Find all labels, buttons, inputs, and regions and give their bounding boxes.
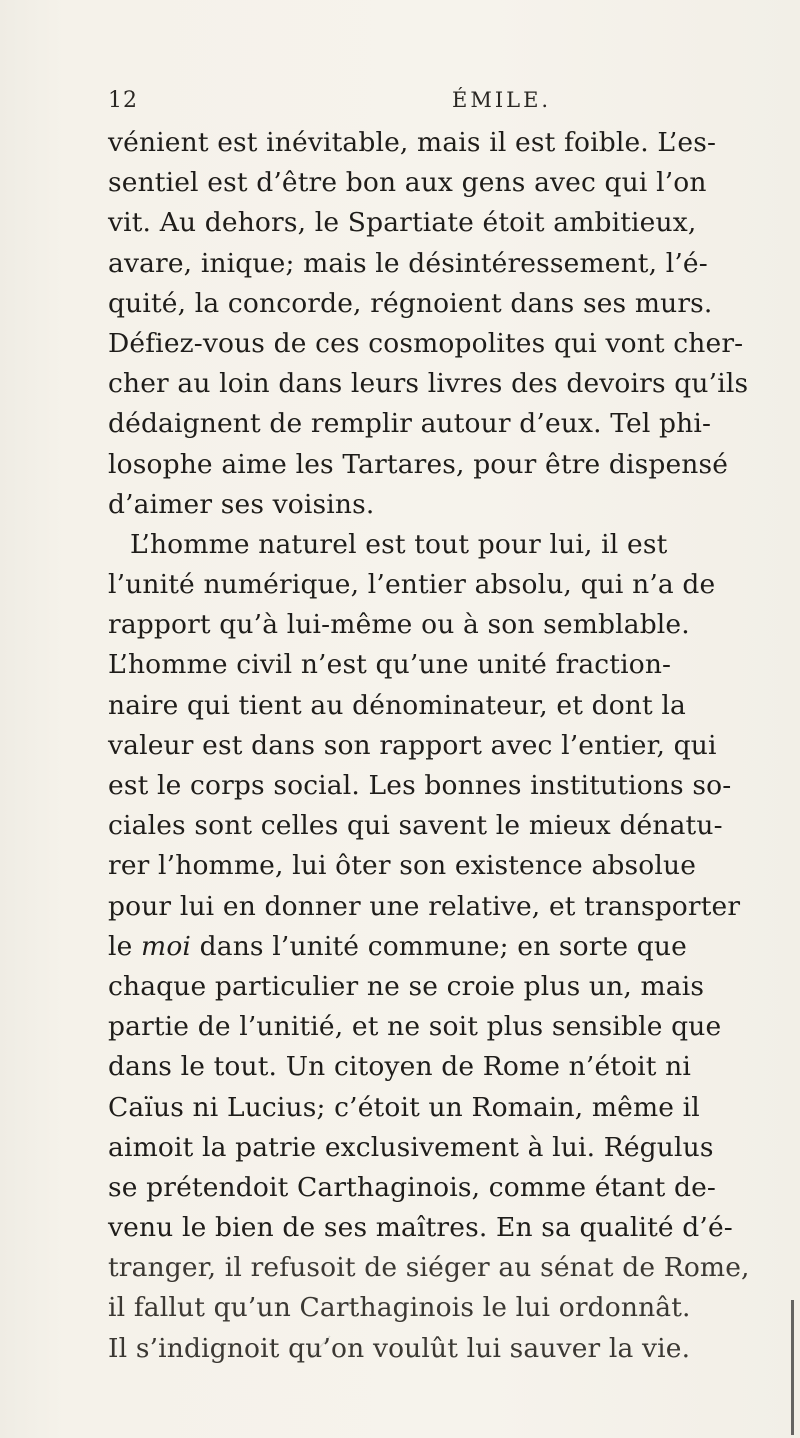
body-text [108,123,768,1369]
text-line: venu le bien de ses maîtres. En sa qualité d’é- [108,1212,733,1244]
text-line: valeur est dans son rapport avec l’entier, qui [108,729,717,761]
text-line: L’homme civil n’est qu’une unité fraction- [108,649,672,681]
text-line: pour lui en donner une relative, et transporter [108,890,741,922]
text-line: l’unité numérique, l’entier absolu, qui n’a de [108,569,716,601]
text-line: aimoit la patrie exclusivement à lui. Régulus [108,1131,714,1163]
text-line: d’aimer ses voisins. [108,488,375,520]
text-line: avare, inique; mais le désintéressement, l’é- [108,247,708,279]
text-line: le moi dans l’unité commune; en sorte que [108,930,687,962]
text-line: est le corps social. Les bonnes institutions so- [108,770,732,801]
text-line: sentiel est d’être bon aux gens avec qui l’on [108,167,707,199]
text-line: rer l’homme, lui ôter son existence absolue [108,850,697,882]
italic-word: moi [141,930,192,962]
text-line: quité, la concorde, régnoient dans ses murs. [108,287,713,319]
text-line: tranger, il refusoit de siéger au sénat de Rome, [108,1252,750,1284]
text-line: se prétendoit Carthaginois, comme étant de- [108,1171,717,1203]
text-line: partie de l’unitié, et ne soit plus sensible que [108,1011,722,1043]
paragraph-start-line: L’homme naturel est tout pour lui, il est [130,528,668,560]
page-edge-shadow [791,1300,794,1435]
text-line: cher au loin dans leurs livres des devoirs qu’ils [108,368,749,400]
text-line: losophe aime les Tartares, pour être dispensé [108,448,729,480]
text-line: vénient est inévitable, mais il est foible. L’es- [108,127,717,158]
text-line: il fallut qu’un Carthaginois le lui ordonnât. [108,1292,691,1324]
text-line: rapport qu’à lui-même ou à son semblable. [108,609,690,641]
page-number: 12 [108,88,138,113]
paper-smudge [300,1328,560,1368]
text-line: Caïus ni Lucius; c’étoit un Romain, même il [108,1091,700,1123]
text-line: naire qui tient au dénominateur, et dont la [108,689,686,721]
text-line: ciales sont celles qui savent le mieux dénatu- [108,810,723,842]
running-title: ÉMILE. [452,88,552,112]
text-line: vit. Au dehors, le Spartiate étoit ambitieux, [108,207,697,239]
text-line: chaque particulier ne se croie plus un, mais [108,970,705,1002]
text-line: Il s’indignoit qu’on voulût lui sauver la vie. [108,1332,691,1364]
page-header [108,88,728,118]
text-line: Défiez-vous de ces cosmopolites qui vont cher- [108,327,744,359]
text-line: dédaignent de remplir autour d’eux. Tel phi- [108,408,712,440]
text-line: dans le tout. Un citoyen de Rome n’étoit ni [108,1051,692,1083]
